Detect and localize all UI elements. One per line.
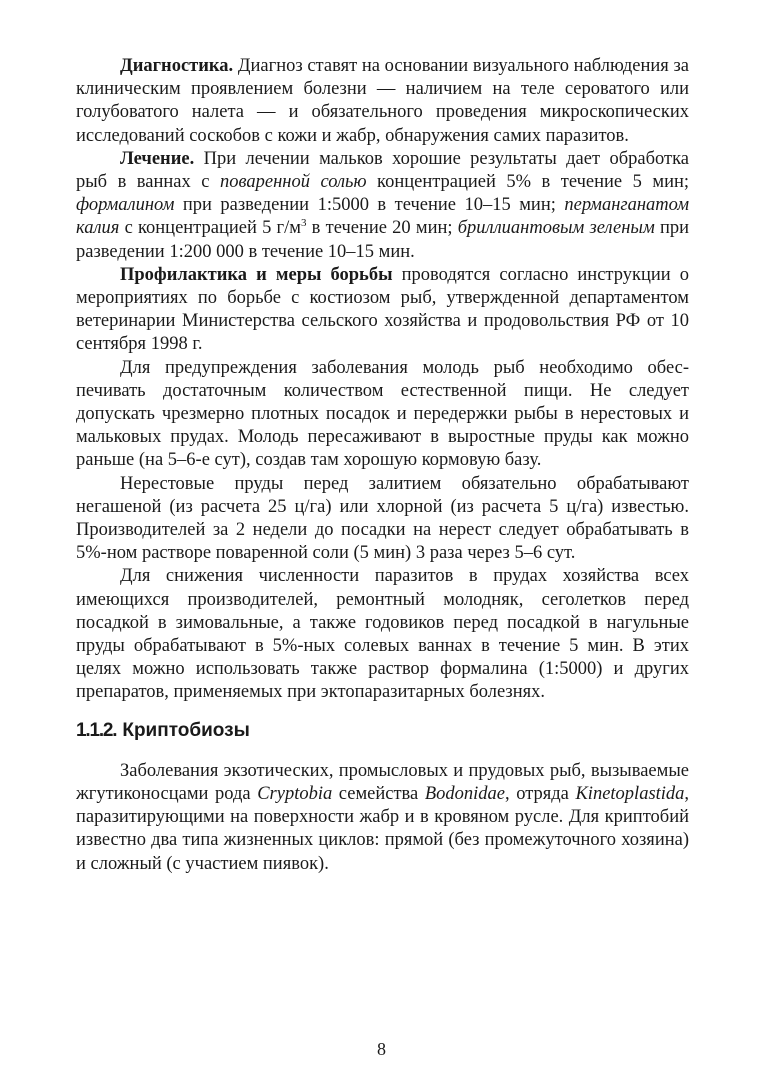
cryptobiosis-order: Kinetoplastida <box>575 783 685 804</box>
treatment-text-2: концентрацией 5% в течение 5 мин; <box>377 172 690 193</box>
cryptobiosis-text-2: семейства <box>338 783 419 804</box>
cryptobiosis-family: Bodonidae <box>424 783 505 804</box>
diagnostics-heading: Диагностика. <box>120 56 234 76</box>
cryptobiosis-text-1: Заболевания экзотических, промысловых и прудовых рыб, вызываемые жгутиконосцами рода <box>76 760 689 804</box>
treatment-brilliant-green: бриллиантовым зеленым <box>457 218 655 239</box>
paragraph-young-fish: Для предупреждения заболевания молодь рыб необходимо обеспечивать достаточным количеством естественной пищи. Не следует допускать чрезмерно плотных посадок и передержки рыбы в нерестовых и мальковых прудах. Молодь пересаживают в выростные пруды как можно раньше (на 5–6-е сут), создав там хорошую кормовую базу. <box>76 357 689 471</box>
paragraph-prevention <box>76 264 689 357</box>
treatment-salt: поваренной солью <box>219 172 367 193</box>
section-number: 1.1.2. <box>76 719 117 741</box>
treatment-text-5: в течение 20 мин; <box>311 218 453 239</box>
cryptobiosis-text-4: , паразитирующими на поверхности жабр и в кровяном русле. Для криптобий известно два типа жизненных циклов: прямой (без промежуточного хозяина) и сложный (с участием пиявок). <box>76 783 690 874</box>
paragraph-diagnostics <box>76 55 689 148</box>
section-heading <box>76 719 689 743</box>
treatment-text-3: при разведении 1:5000 в течение 10–15 мин; <box>182 195 556 216</box>
prevention-text: проводятся согласно инструкции о мероприятиях по борьбе с костиозом рыб, утвержденной департаментом ветеринарии Министерства сельского хозяйства и продовольствия РФ от 10 сентября 1998 г. <box>76 264 690 355</box>
paragraph-spawning-ponds: Нерестовые пруды перед залитием обязательно обрабатывают негашеной (из расчета 25 ц/га) или хлорной (из расчета 5 ц/га) известью. Производителей за 2 недели до посадки на нерест следует обрабатывать в 5%-ном растворе поваренной соли (5 мин) 3 раза через 5–6 сут. <box>76 473 689 564</box>
prevention-heading: Профилактика и меры борьбы <box>120 264 393 285</box>
treatment-exponent: 3 <box>300 217 307 230</box>
treatment-text-1: При лечении мальков хорошие результаты дает обработка рыб в ваннах с <box>76 148 689 193</box>
page-body <box>76 55 689 876</box>
treatment-permanganate: перманганатом калия <box>76 195 690 239</box>
treatment-heading: Лечение. <box>120 148 195 169</box>
paragraph-treatment <box>76 148 689 264</box>
treatment-formalin: формалином <box>76 195 175 216</box>
treatment-text-6: при разведении 1:200 000 в течение 10–15 мин. <box>76 218 690 262</box>
cryptobiosis-text-3: , отряда <box>505 783 569 804</box>
paragraph-parasite-reduction: Для снижения численности паразитов в прудах хозяйства всех имеющихся производителей, ремонтный молодняк, сеголетков перед посадкой в зимовальные, а также годовиков перед посадкой в нагульные пруды обрабатывают в 5%-ных солевых ваннах в течение 5 мин. В этих целях можно использовать также раствор формалина (1:5000) и других препаратов, применяемых при эктопаразитарных болезнях. <box>76 566 689 703</box>
cryptobiosis-genus: Cryptobia <box>257 783 333 804</box>
paragraph-cryptobiosis <box>76 760 689 876</box>
treatment-text-4: с концентрацией 5 г/м <box>124 218 301 239</box>
page-number: 8 <box>377 1039 386 1059</box>
section-title: Криптобиозы <box>122 719 250 741</box>
diagnostics-text: Диагноз ставят на основании визуального наблюдения за клиническим проявлением болезни — наличием на теле сероватого или голубоватого налета — и обязательного проведения микроскопических исследований соскобов с кожи и жабр, обнаружения самих паразитов. <box>76 56 689 146</box>
